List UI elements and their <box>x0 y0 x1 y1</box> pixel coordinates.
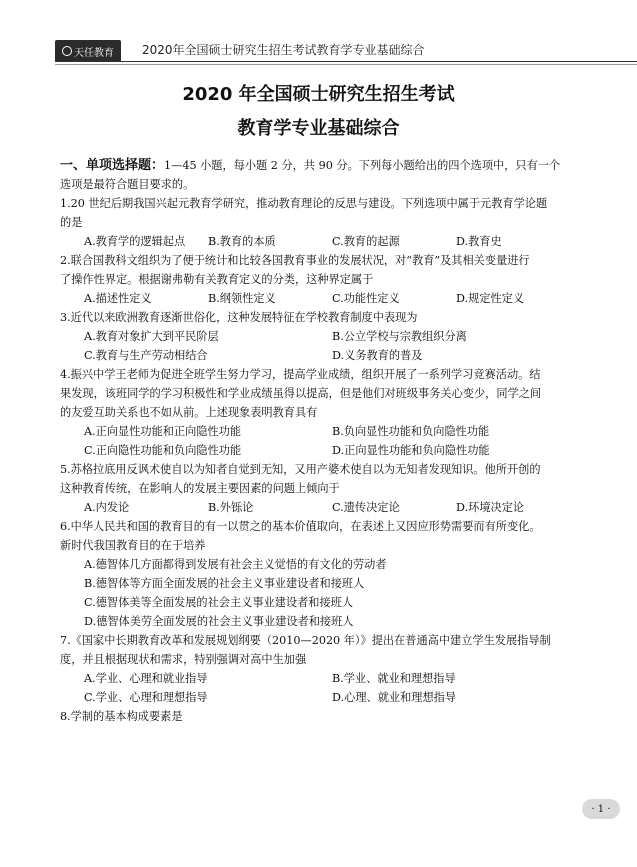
header-divider-thin <box>55 64 637 65</box>
option-b: B.学业、就业和理想指导 <box>332 672 456 685</box>
option-b: B.教育的本质 <box>208 235 276 248</box>
option-d: D.心理、就业和理想指导 <box>332 691 457 704</box>
section-instruction-line-1: 1—45 小题，每小题 2 分，共 90 分。下列每小题给出的四个选项中，只有一个 <box>164 159 561 172</box>
option-b: B.公立学校与宗教组织分离 <box>332 330 467 343</box>
question-options <box>60 327 600 365</box>
question-stem-line: 的友爱互助关系也不如从前。上述现象表明教育具有 <box>60 406 318 419</box>
page-header <box>0 0 637 58</box>
exam-title: 2020 年全国硕士研究生招生考试 <box>182 84 455 105</box>
question-stem-line: 这种教育传统，在影响人的发展主要因素的问题上倾向于 <box>60 482 340 495</box>
option-c: C.教育与生产劳动相结合 <box>84 349 208 362</box>
option-b: B.负向显性功能和负向隐性功能 <box>332 425 490 438</box>
option-b: B.外铄论 <box>208 501 254 514</box>
running-title: 2020年全国硕士研究生招生考试教育学专业基础综合 <box>142 43 425 57</box>
question-1 <box>60 194 600 251</box>
option-a: A.教育对象扩大到平民阶层 <box>84 330 219 343</box>
question-stem-line: 5.苏格拉底用反讽术使自以为知者自觉到无知，又用产婆术使自以为无知者发现知识。他所开创的 <box>60 463 541 476</box>
option-d: D.环境决定论 <box>456 501 525 514</box>
option-c: C.功能性定义 <box>332 292 400 305</box>
question-stem-line: 新时代我国教育目的在于培养 <box>60 539 206 552</box>
question-stem-line: 2.联合国教科文组织为了便于统计和比较各国教育事业的发展状况，对“教育”及其相关变量进行 <box>60 254 530 267</box>
option-b: B.纲领性定义 <box>208 292 276 305</box>
logo-emblem-icon <box>62 46 72 56</box>
option-c: C.教育的起源 <box>332 235 400 248</box>
option-a: A.内发论 <box>84 501 130 514</box>
question-5 <box>60 460 600 517</box>
question-stem-line: 果发现，该班同学的学习积极性和学业成绩虽得以提高，但是他们对班级事务关心变少，同学之间 <box>60 387 542 400</box>
page-number: · 1 · <box>582 799 620 819</box>
question-stem-line: 7.《国家中长期教育改革和发展规划纲要（2010—2020 年）》提出在普通高中建立学生发展指导制 <box>60 634 551 647</box>
option-c: C.德智体美等全面发展的社会主义事业建设者和接班人 <box>84 596 354 609</box>
logo-text: 天任教育 <box>74 47 114 59</box>
question-stem-line: 度，并且根据现状和需求，特别强调对高中生加强 <box>60 653 307 666</box>
option-a: A.学业、心理和就业指导 <box>84 672 208 685</box>
option-d: D.规定性定义 <box>456 292 525 305</box>
question-options <box>60 289 600 308</box>
exam-subject-title: 教育学专业基础综合 <box>237 118 400 139</box>
question-options <box>60 232 600 251</box>
question-stem-line: 的是 <box>60 216 83 229</box>
section-instruction-line-2: 选项是最符合题目要求的。 <box>60 178 195 191</box>
question-3 <box>60 308 600 365</box>
option-d: D.正向显性功能和负向隐性功能 <box>332 444 490 457</box>
exam-content <box>60 156 600 726</box>
option-c: C.正向隐性功能和负向隐性功能 <box>84 444 242 457</box>
question-2 <box>60 251 600 308</box>
question-options <box>60 555 600 631</box>
header-divider <box>55 61 637 62</box>
question-stem-line: 了操作性界定。根据谢弗勒有关教育定义的分类，这种界定属于 <box>60 273 374 286</box>
question-options <box>60 498 600 517</box>
section-label: 一、单项选择题： <box>60 158 165 173</box>
option-a: A.描述性定义 <box>84 292 152 305</box>
option-b: B.德智体等方面全面发展的社会主义事业建设者和接班人 <box>84 577 365 590</box>
question-4 <box>60 365 600 460</box>
option-c: C.学业、心理和理想指导 <box>84 691 208 704</box>
option-a: A.德智体几方面都得到发展有社会主义觉悟的有文化的劳动者 <box>84 558 387 571</box>
question-stem-line: 1.20 世纪后期我国兴起元教育学研究，推动教育理论的反思与建设。下列选项中属于元教育学论题 <box>60 197 548 210</box>
question-8 <box>60 707 600 726</box>
option-a: A.正向显性功能和正向隐性功能 <box>84 425 242 438</box>
question-6 <box>60 517 600 631</box>
question-stem-line: 8.学制的基本构成要素是 <box>60 710 183 723</box>
question-stem-line: 6.中华人民共和国的教育目的有一以贯之的基本价值取向，在表述上又因应形势需要而有所变化。 <box>60 520 541 533</box>
option-d: D.德智体美劳全面发展的社会主义事业建设者和接班人 <box>84 615 354 628</box>
option-c: C.遗传决定论 <box>332 501 400 514</box>
question-stem-line: 3.近代以来欧洲教育逐渐世俗化，这种发展特征在学校教育制度中表现为 <box>60 311 418 324</box>
question-stem-line: 4.振兴中学王老师为促进全班学生努力学习，提高学业成绩，组织开展了一系列学习竞赛活动。结 <box>60 368 541 381</box>
question-7 <box>60 631 600 707</box>
brand-logo <box>55 40 121 62</box>
question-options <box>60 669 600 707</box>
section-instruction <box>60 156 600 175</box>
question-options <box>60 422 600 460</box>
option-d: D.教育史 <box>456 235 502 248</box>
option-a: A.教育学的逻辑起点 <box>84 235 186 248</box>
option-d: D.义务教育的普及 <box>332 349 423 362</box>
